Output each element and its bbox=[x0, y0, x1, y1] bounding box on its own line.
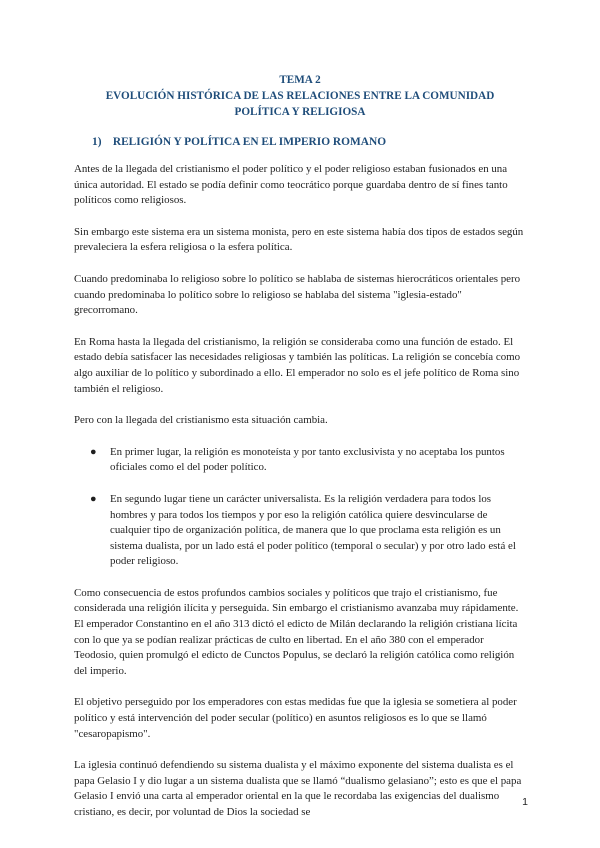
section-number: 1) bbox=[92, 136, 102, 148]
paragraph-4: En Roma hasta la llegada del cristianismo, la religión se consideraba como una función de estado. El estado debía satisfacer las necesidades religiosas y también las políticas. La religión se concebía como algo auxiliar de lo político y subordinado a ello. El emperador no solo es el jefe político de Roma sino también el religioso. bbox=[74, 335, 521, 395]
paragraph-7: El objetivo perseguido por los emperadores con estas medidas fue que la iglesia se sometiera al poder político y está intervención del poder secular (político) en asuntos religiosos es lo que se llamó "cesaropapismo". bbox=[74, 696, 517, 740]
title-line-2: POLÍTICA Y RELIGIOSA bbox=[234, 106, 366, 118]
list-item bbox=[90, 492, 526, 570]
list-item-text: En primer lugar, la religión es monoteísta y por tanto exclusivista y no aceptaba los puntos oficiales como el del poder político. bbox=[110, 445, 505, 474]
title-line-1: EVOLUCIÓN HISTÓRICA DE LAS RELACIONES ENTRE LA COMUNIDAD bbox=[105, 90, 495, 102]
tema-label: TEMA 2 bbox=[279, 74, 321, 86]
paragraph-1: Antes de la llegada del cristianismo el poder político y el poder religioso estaban fusionados en una única autoridad. El estado se podía definir como teocrático porque guardaba dentro de sí fines tanto políticos como religiosos. bbox=[74, 163, 508, 207]
paragraph-8: La iglesia continuó defendiendo su sistema dualista y el máximo exponente del sistema dualista es el papa Gelasio I y dio lugar a un sistema dualista que se llamó “dualismo gelasiano”; esto es que el papa Gelasio I envió una carta al emperador oriental en la que le recordaba las exigencias del dualismo cristiano, es decir, por voluntad de Dios la sociedad se bbox=[74, 759, 522, 818]
bullet-icon: ● bbox=[90, 445, 97, 458]
document-title bbox=[74, 72, 526, 120]
paragraph-3: Cuando predominaba lo religioso sobre lo político se hablaba de sistemas hierocráticos orientales pero cuando predominaba lo político sobre lo religioso se hablaba del sistema "iglesia-estado" grecorromano. bbox=[74, 272, 521, 317]
document-page bbox=[74, 72, 526, 837]
paragraph-6: Como consecuencia de estos profundos cambios sociales y políticos que trajo el cristianismo, fue considerada una religión ilícita y perseguida. Sin embargo el cristianismo avanzaba muy rápidamente. El emperador Constantino en el año 313 dictó el edicto de Milán declarando la religión cristiana lícita con lo que ya se podían realizar prácticas de culto en libertad. En el año 380 con el emperador Teodosio, quien promulgó el edicto de Cunctos Populus, se declaró la religión católica como religión del imperio. bbox=[74, 586, 519, 677]
page-number: 1 bbox=[522, 796, 528, 808]
paragraph-5: Pero con la llegada del cristianismo esta situación cambia. bbox=[74, 414, 328, 427]
list-item bbox=[90, 445, 526, 476]
section-heading bbox=[74, 136, 526, 148]
bullet-list bbox=[74, 445, 526, 570]
section-title: RELIGIÓN Y POLÍTICA EN EL IMPERIO ROMANO bbox=[112, 136, 387, 148]
paragraph-2: Sin embargo este sistema era un sistema monista, pero en este sistema había dos tipos de estados según prevaleciera la esfera religiosa o la esfera política. bbox=[74, 225, 524, 254]
bullet-icon: ● bbox=[90, 492, 97, 505]
list-item-text: En segundo lugar tiene un carácter universalista. Es la religión verdadera para todos los hombres y para todos los tiempos y por eso la religión católica quiere desvincularse de cualquier tipo de organización política, de manera que lo que proclama esta religión es un sistema dualista, por un lado está el poder político (temporal o secular) y por otro lado está el poder religioso. bbox=[110, 492, 516, 568]
